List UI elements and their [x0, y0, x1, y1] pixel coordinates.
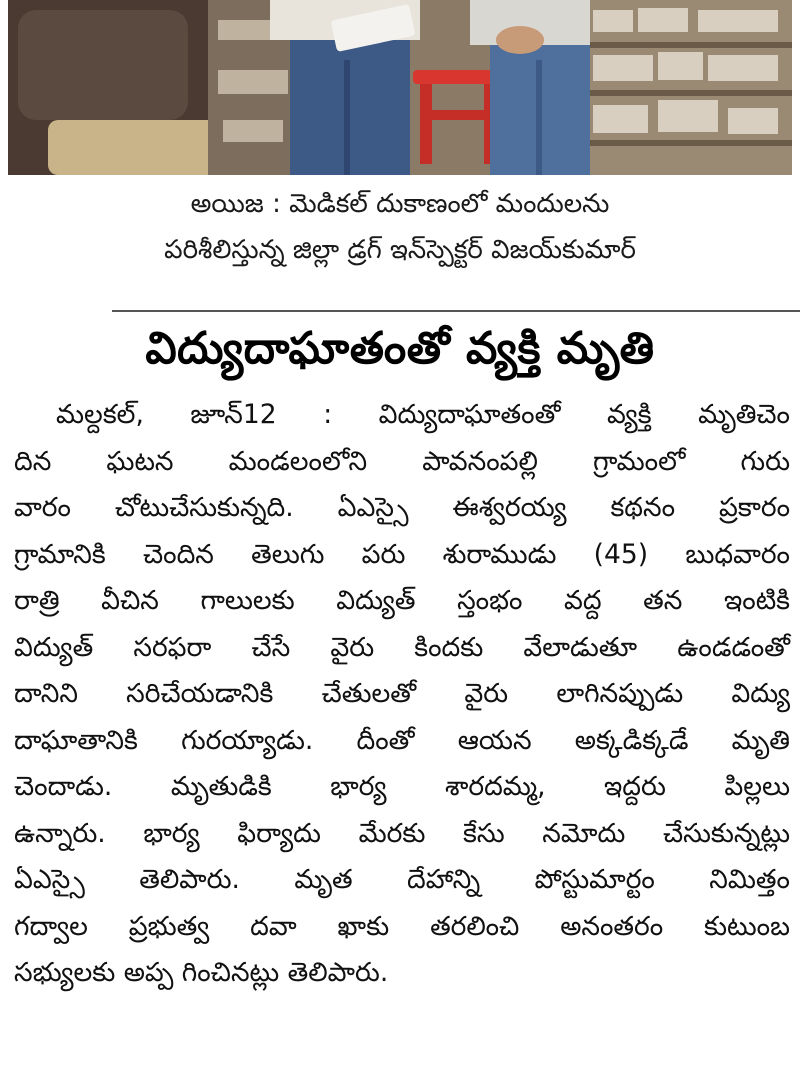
- body-line-last: సభ్యులకు అప్ప గించినట్లు తెలిపారు.: [14, 957, 389, 988]
- body-line: మల్దకల్, జూన్12 : విద్యుదాఘాతంతో వ్యక్తి మృతిచెం: [56, 399, 790, 430]
- photo-caption: [0, 181, 800, 273]
- body-line: దాఘాతానికి గురయ్యాడు. దీంతో ఆయన అక్కడిక్కడే మృతి: [14, 724, 790, 756]
- body-line: చెందాడు. మృతుడికి భార్య శారదమ్మ, ఇద్దరు పిల్లలు: [14, 771, 790, 802]
- photo-icon: [8, 0, 792, 175]
- caption-line-1: అయిజ : మెడికల్ దుకాణంలో మందులను: [190, 189, 610, 219]
- body-line: దిన ఘటన మండలంలోని పావనంపల్లి గ్రామంలో గురు: [14, 445, 790, 477]
- article-body: [14, 392, 790, 997]
- body-line: దానిని సరిచేయడానికి చేతులతో వైరు లాగినప్పుడు విద్యు: [14, 678, 790, 709]
- article-headline: విద్యుదాఘాతంతో వ్యక్తి మృతి: [145, 323, 655, 374]
- section-divider: [112, 310, 800, 312]
- body-line: రాత్రి వీచిన గాలులకు విద్యుత్ స్తంభం వద్ద తన ఇంటికి: [14, 585, 790, 616]
- body-line: గద్వాల ప్రభుత్వ దవా ఖాకు తరలించి అనంతరం కుటుంబ: [14, 910, 790, 942]
- caption-line-2: పరిశీలిస్తున్న జిల్లా డ్రగ్ ఇన్‌స్పెక్టర్ విజయ్‌కుమార్: [164, 235, 636, 265]
- body-line: గ్రామానికి చెందిన తెలుగు పరు శురాముడు (45) బుధవారం: [14, 538, 790, 570]
- body-line: వారం చోటుచేసుకున్నది. ఏఎస్సై ఈశ్వరయ్య కథనం ప్రకారం: [14, 492, 790, 523]
- body-line: విద్యుత్ సరఫరా చేసే వైరు కిందకు వేలాడుతూ ఉండడంతో: [14, 631, 790, 663]
- news-photo: [8, 0, 792, 175]
- body-line: ఉన్నారు. భార్య ఫిర్యాదు మేరకు కేసు నమోదు చేసుకున్నట్లు: [14, 817, 790, 849]
- body-line: ఏఎస్సై తెలిపారు. మృత దేహాన్ని పోస్టుమార్టం నిమిత్తం: [14, 864, 790, 895]
